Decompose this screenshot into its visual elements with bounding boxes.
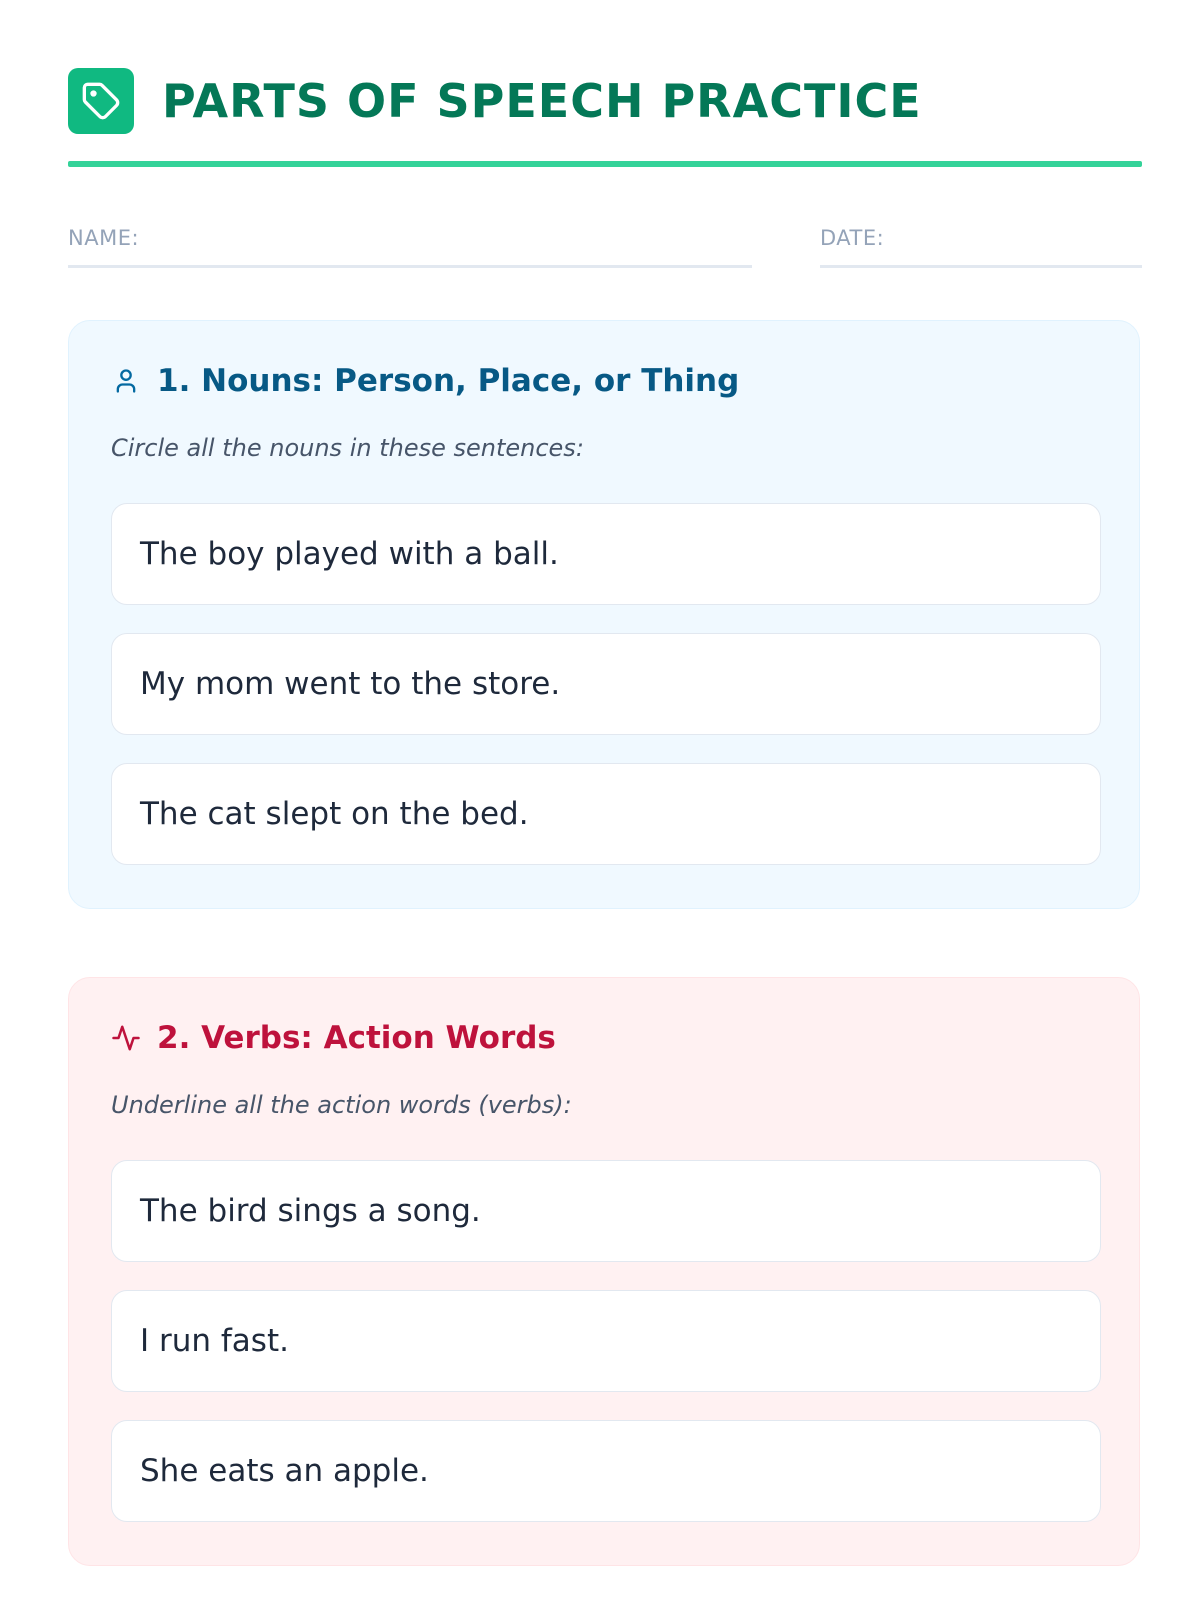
sentence-list [111, 503, 1101, 893]
activity-icon [111, 1021, 141, 1055]
tag-icon [68, 68, 134, 134]
section-heading [111, 361, 739, 401]
verbs-section [68, 977, 1140, 1566]
name-label: NAME: [68, 226, 140, 250]
sentence-list [111, 1160, 1101, 1550]
worksheet-header [68, 68, 922, 134]
sentence-item[interactable]: My mom went to the store. [111, 633, 1101, 735]
section-instruction: Underline all the action words (verbs): [111, 1091, 572, 1119]
date-label: DATE: [820, 226, 885, 250]
date-field[interactable] [820, 220, 1142, 268]
page-title: PARTS OF SPEECH PRACTICE [162, 74, 922, 128]
sentence-item[interactable]: She eats an apple. [111, 1420, 1101, 1522]
nouns-section [68, 320, 1140, 909]
section-instruction: Circle all the nouns in these sentences: [111, 434, 584, 462]
name-field[interactable] [68, 220, 752, 268]
sentence-item[interactable]: I run fast. [111, 1290, 1101, 1392]
section-heading [111, 1018, 556, 1058]
person-icon [111, 364, 141, 398]
sentence-item[interactable]: The boy played with a ball. [111, 503, 1101, 605]
sentence-item[interactable]: The cat slept on the bed. [111, 763, 1101, 865]
sentence-item[interactable]: The bird sings a song. [111, 1160, 1101, 1262]
section-title: 2. Verbs: Action Words [157, 1020, 556, 1056]
section-title: 1. Nouns: Person, Place, or Thing [157, 363, 740, 399]
header-divider [68, 161, 1142, 167]
